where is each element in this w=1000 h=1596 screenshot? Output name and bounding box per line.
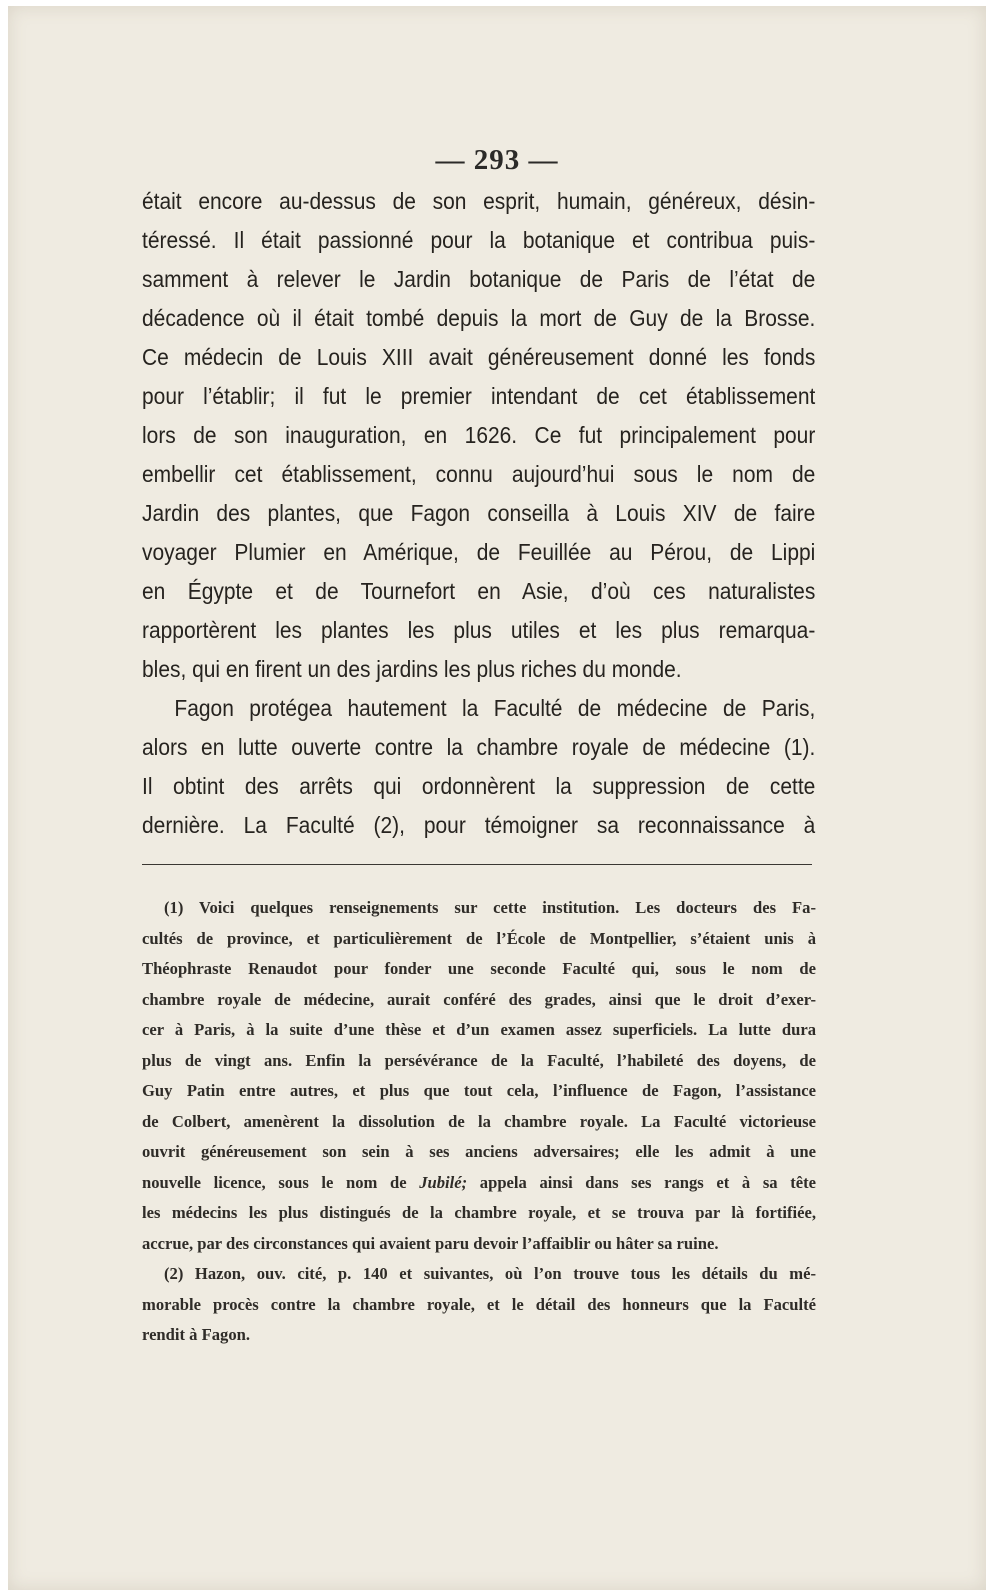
body-line: lors de son inauguration, en 1626. Ce fut principalement pour xyxy=(142,422,816,448)
body-line: Il obtint des arrêts qui ordonnèrent la suppression de cette xyxy=(142,773,816,799)
body-line: décadence où il était tombé depuis la mort de Guy de la Brosse. xyxy=(142,305,816,331)
footnotes xyxy=(142,893,816,1351)
footnote-line: Théophraste Renaudot pour fonder une seconde Faculté qui, sous le nom de xyxy=(142,959,816,978)
footnote-line: rendit à Fagon. xyxy=(142,1325,251,1344)
body-line: dernière. La Faculté (2), pour témoigner sa reconnaissance à xyxy=(142,812,816,838)
body-line: était encore au-dessus de son esprit, humain, généreux, désin- xyxy=(142,188,816,214)
body-line: embellir cet établissement, connu aujourd’hui sous le nom de xyxy=(142,461,816,487)
footnote-line: morable procès contre la chambre royale, et le détail des honneurs que la Faculté xyxy=(142,1294,816,1314)
footnote-line: chambre royale de médecine, aurait conféré des grades, ainsi que le droit d’exer- xyxy=(142,989,816,1009)
body-line: Ce médecin de Louis XIII avait généreusement donné les fonds xyxy=(142,344,816,370)
footnote-line: plus de vingt ans. Enfin la persévérance de la Faculté, l’habileté des doyens, de xyxy=(142,1050,816,1070)
footnote-line: (2) Hazon, ouv. cité, p. 140 et suivantes, où l’on trouve tous les détails du mé- xyxy=(164,1264,816,1283)
body-line: samment à relever le Jardin botanique de Paris de l’état de xyxy=(142,266,816,292)
footnote-line: accrue, par des circonstances qui avaient paru devoir l’affaiblir ou hâter sa ruine. xyxy=(142,1233,719,1253)
footnote-line: les médecins les plus distingués de la chambre royale, et se trouva par là fortifiée, xyxy=(142,1203,816,1222)
book-page xyxy=(8,6,986,1590)
footnote-divider xyxy=(142,864,812,865)
body-line: pour l’établir; il fut le premier intendant de cet établissement xyxy=(142,383,816,409)
body-line: Jardin des plantes, que Fagon conseilla à Louis XIV de faire xyxy=(142,500,816,526)
body-line: voyager Plumier en Amérique, de Feuillée au Pérou, de Lippi xyxy=(142,539,816,565)
footnote-line: cultés de province, et particulièrement de l’École de Montpellier, s’étaient unis à xyxy=(142,928,816,948)
footnote-line: de Colbert, amenèrent la dissolution de la chambre royale. La Faculté victorieuse xyxy=(142,1111,816,1131)
footnote-line: (1) Voici quelques renseignements sur cette institution. Les docteurs des Fa- xyxy=(164,898,816,917)
footnote-line-with-italic xyxy=(142,1168,816,1199)
footnote-italic-term: Jubilé; xyxy=(419,1172,468,1192)
body-line: téressé. Il était passionné pour la botanique et contribua puis- xyxy=(142,227,816,253)
page-number: — 293 — xyxy=(435,144,559,176)
body-line: rapportèrent les plantes les plus utiles et les plus remarqua- xyxy=(142,617,816,643)
body-line: alors en lutte ouverte contre la chambre royale de médecine (1). xyxy=(142,734,816,760)
footnote-line: Guy Patin entre autres, et plus que tout cela, l’influence de Fagon, l’assistance xyxy=(142,1081,816,1100)
main-text xyxy=(142,182,816,845)
body-line: bles, qui en firent un des jardins les plus riches du monde. xyxy=(142,656,682,682)
footnote-line: ouvrit généreusement son sein à ses anciens adversaires; elle les admit à une xyxy=(142,1142,816,1161)
footnote-text: appela ainsi dans ses rangs et à sa tête xyxy=(467,1172,816,1192)
footnote-line: cer à Paris, à la suite d’une thèse et d’un examen assez superficiels. La lutte dura xyxy=(142,1020,816,1039)
footnote-text: nouvelle licence, sous le nom de xyxy=(142,1172,420,1192)
body-line: Fagon protégea hautement la Faculté de médecine de Paris, xyxy=(174,695,816,721)
body-line: en Égypte et de Tournefort en Asie, d’où ces naturalistes xyxy=(142,578,816,604)
